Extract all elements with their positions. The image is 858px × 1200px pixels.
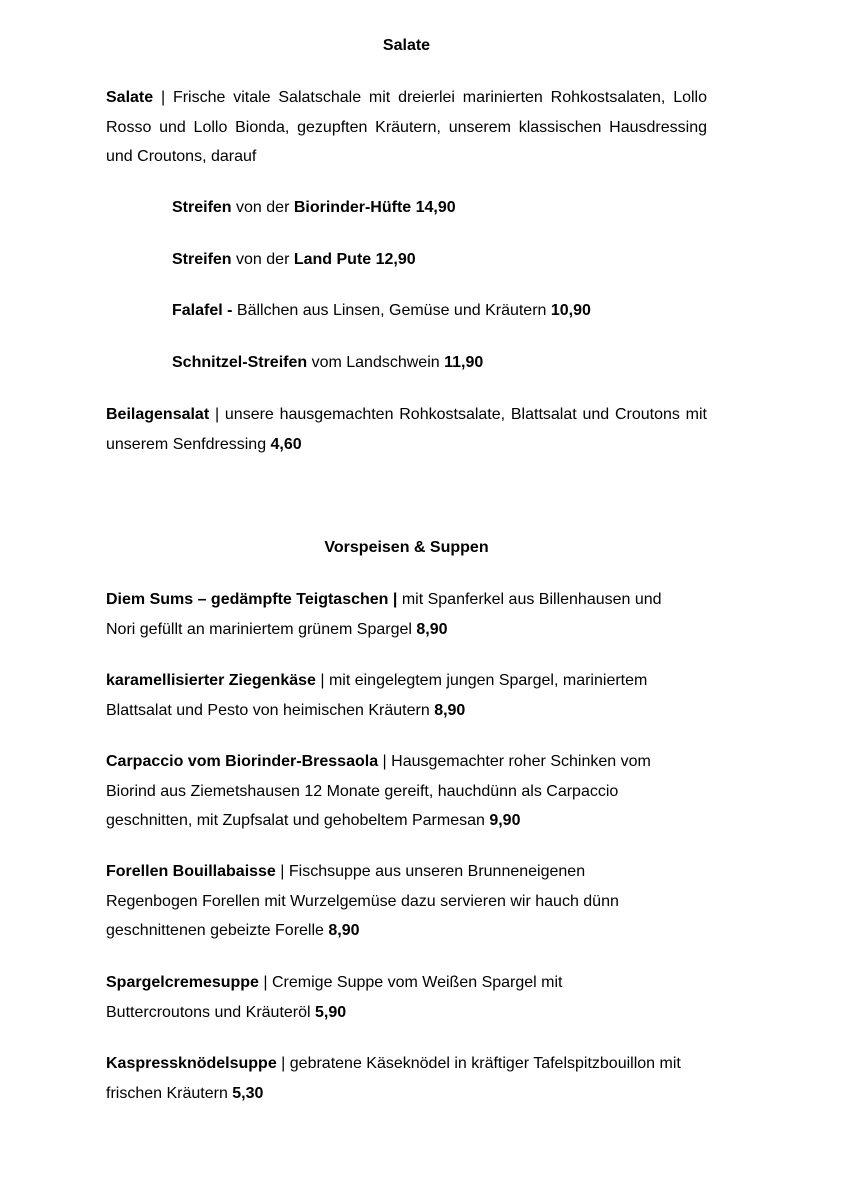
option-bold: Falafel - xyxy=(172,302,237,319)
option-text: Bällchen aus Linsen, Gemüse und Kräutern xyxy=(236,302,551,319)
item-desc: gebratene Käseknödel in kräftiger Tafelspitzbouillon mit frischen Kräutern xyxy=(106,1055,681,1102)
beilage-sep: | xyxy=(209,406,225,423)
section-title-vorspeisen: Vorspeisen & Suppen xyxy=(324,539,489,556)
salate-option-pute xyxy=(172,249,707,271)
salate-intro-desc: Frische vitale Salatschale mit dreierlei marinierten Rohkostsalaten, Lollo Rosso und Lollo Bionda, gezupften Kräutern, unserem klassischen Hausdressing und Croutons, darauf xyxy=(106,89,708,165)
option-text: vom Landschwein xyxy=(307,354,445,371)
item-price: 8,90 xyxy=(328,922,360,939)
option-bold: Streifen xyxy=(172,251,232,268)
item-sep: | xyxy=(276,1055,290,1072)
item-price: 8,90 xyxy=(434,701,466,719)
item-name: karamellisierter Ziegenkäse xyxy=(106,672,316,689)
item-name: Spargelcremesuppe xyxy=(106,974,259,991)
option-price: 11,90 xyxy=(444,354,484,371)
option-text: von der xyxy=(231,251,294,268)
beilagensalat xyxy=(106,400,707,459)
item-name: Forellen Bouillabaisse xyxy=(106,863,276,880)
item-sep: | xyxy=(258,974,272,991)
menu-item-diem-sums xyxy=(106,585,686,644)
item-desc: Cremige Suppe vom Weißen Spargel mit Buttercroutons und Kräuteröl xyxy=(106,974,563,1021)
item-name: Carpaccio vom Biorinder-Bressaola xyxy=(106,753,379,770)
salate-intro-sep: | xyxy=(153,89,173,106)
item-sep: | xyxy=(275,863,289,880)
item-name: Diem Sums – gedämpfte Teigtaschen | xyxy=(106,591,398,608)
item-price: 5,90 xyxy=(315,1003,347,1021)
option-bold: Streifen xyxy=(172,199,232,216)
option-bold: Schnitzel-Streifen xyxy=(172,354,308,371)
beilage-name: Beilagensalat xyxy=(106,406,210,423)
item-desc: mit eingelegtem jungen Spargel, mariniertem Blattsalat und Pesto von heimischen Kräutern xyxy=(106,672,648,719)
salate-intro xyxy=(106,83,707,172)
item-sep: | xyxy=(315,672,329,689)
menu-item-bouillabaisse xyxy=(106,857,666,946)
item-price: 5,30 xyxy=(232,1084,264,1102)
option-text: von der xyxy=(231,199,294,216)
item-price: 9,90 xyxy=(489,812,521,829)
item-name: Kaspressknödelsuppe xyxy=(106,1055,277,1072)
salate-option-falafel xyxy=(172,300,707,322)
menu-item-ziegenkaese xyxy=(106,666,706,725)
item-price: 8,90 xyxy=(416,620,448,638)
salate-intro-name: Salate xyxy=(106,89,154,106)
menu-item-spargelcremesuppe xyxy=(106,968,606,1027)
beilage-price: 4,60 xyxy=(270,435,302,453)
option-price: Biorinder-Hüfte 14,90 xyxy=(293,199,456,216)
item-desc: mit Spanferkel aus Billenhausen und Nori gefüllt an mariniertem grünem Spargel xyxy=(106,591,662,638)
item-desc: Hausgemachter roher Schinken vom Biorind aus Ziemetshausen 12 Monate gereift, hauchdünn als Carpaccio geschnitten, mit Zupfsalat und gehobeltem Parmesan xyxy=(106,753,651,829)
salate-option-schnitzel xyxy=(172,352,707,374)
option-price: 10,90 xyxy=(550,302,591,319)
beilage-desc: unsere hausgemachten Rohkostsalate, Blattsalat und Croutons mit unserem Senfdressing xyxy=(106,406,707,453)
salate-option-huefte xyxy=(172,197,707,219)
item-sep: | xyxy=(378,753,392,770)
menu-item-carpaccio xyxy=(106,747,698,836)
section-title-salate: Salate xyxy=(382,37,431,54)
menu-item-kaspressknoedelsuppe xyxy=(106,1049,706,1108)
option-price: Land Pute 12,90 xyxy=(293,251,416,268)
item-desc: Fischsuppe aus unseren Brunneneigenen Regenbogen Forellen mit Wurzelgemüse dazu servieren wir hauch dünn geschnittenen gebeizte Forelle xyxy=(106,863,619,939)
